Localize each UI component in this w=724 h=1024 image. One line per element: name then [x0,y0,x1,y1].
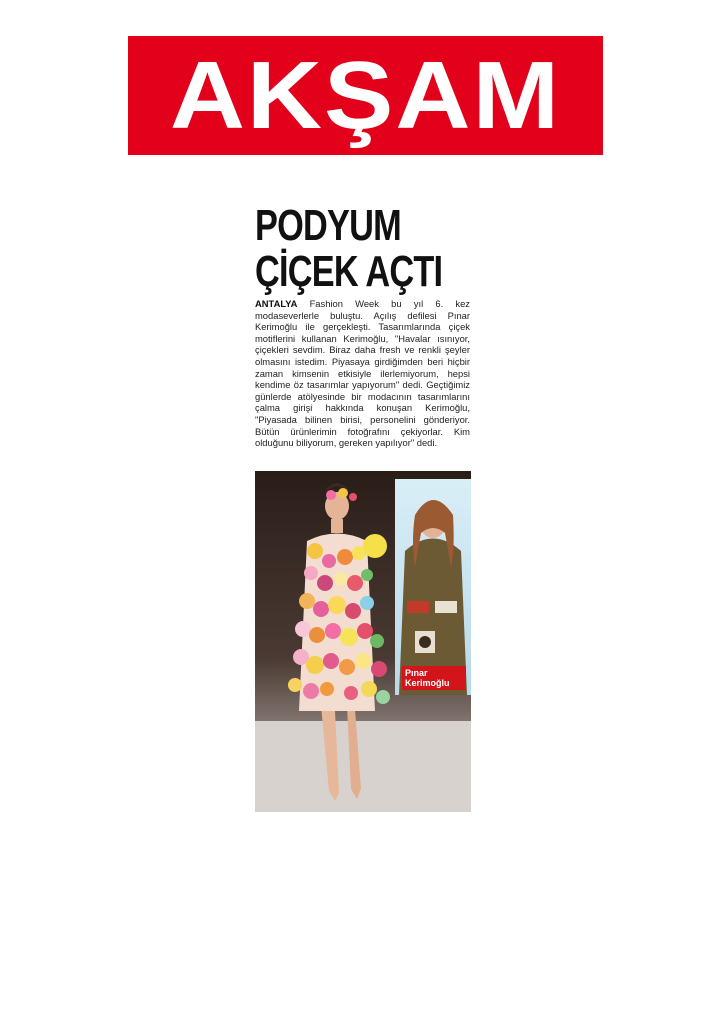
masthead-logo: AKŞAM [169,42,562,149]
article-headline [255,201,443,296]
masthead [128,36,603,155]
inset-name-line-1: Pınar [405,668,428,678]
article-photo [255,471,471,812]
article-body [255,298,470,449]
runway-photo-illustration [255,471,471,812]
inset-name-line-2: Kerimoğlu [405,678,450,688]
headline-line-1: PODYUM [255,201,401,250]
article-dateline: ANTALYA [255,298,298,309]
headline-line-2: ÇİÇEK AÇTI [255,247,443,296]
article-body-text: Fashion Week bu yıl 6. kez modaseverlerle buluştu. Açılış defilesi Pınar Kerimoğlu ile gerçekleşti. Tasarımlarında çiçek motiflerini kullanan Kerimoğlu, "Havalar ısınıyor, çiçekleri sevdim. Biraz daha fresh ve renkli şeyler olmasını istedim. Piyasaya girdiğimden beri hiçbir zaman kimsenin etkisiyle ilerlemiyorum, hepsi kendime öz tasarımlar yapıyorum" dedi. Geçtiğimiz günlerde atölyesinde bir modacının tasarımlarını çalma girişi hakkında konuşan Kerimoğlu, "Piyasada bilinen birisi, personelini gönderiyor. Bütün ürünlerimin fotoğrafını çekiyorlar. Kim olduğunu biliyorum, gereken yapılıyor" dedi. [255,298,470,449]
inset-name-caption [402,666,466,690]
inset-portrait [395,479,471,695]
